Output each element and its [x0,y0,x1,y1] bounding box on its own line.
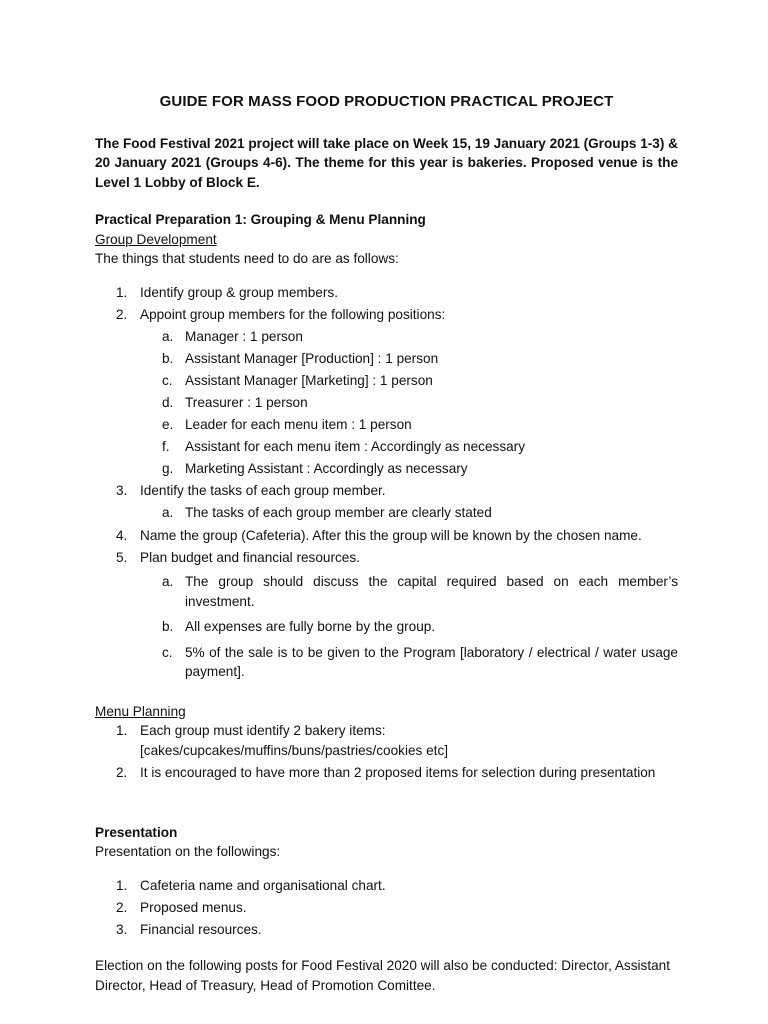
list-item [95,763,678,783]
sublist-item-text: Treasurer : 1 person [185,394,308,410]
group-development-list [95,283,678,325]
sublist-item-text: Assistant Manager [Marketing] : 1 person [185,372,433,388]
sublist-letter: a. [162,505,174,521]
list-item-text: Name the group (Cafeteria). After this the group will be known by the chosen name. [140,527,642,543]
list-number: 1. [116,284,128,300]
list-item [95,721,678,760]
sublist-letter: f. [162,439,170,455]
sublist-letter: a. [162,328,174,344]
sublist-item [95,503,678,523]
sublist-item-text: Leader for each menu item : 1 person [185,417,412,433]
sublist-item [95,327,678,347]
group-development-heading: Group Development [95,231,217,247]
sublist-item-text: Marketing Assistant : Accordingly as necessary [185,461,468,477]
list-number: 4. [116,527,128,543]
list-item-text: Cafeteria name and organisational chart. [140,877,386,893]
list-number: 2. [116,764,128,780]
list-item [95,876,678,896]
sublist-item-text: Assistant for each menu item : Accordingly as necessary [185,439,525,455]
list-item-text: Each group must identify 2 bakery items: [140,723,386,739]
list-item-text: It is encouraged to have more than 2 proposed items for selection during presentation [140,764,656,780]
presentation-heading: Presentation [95,824,178,840]
sublist-item [95,415,678,435]
menu-planning-list [95,721,678,782]
sublist-item [95,572,678,611]
list-item [95,481,678,501]
sublist-letter: c. [162,644,173,660]
list-item-text: Financial resources. [140,922,262,937]
sublist-item [95,643,678,682]
list-item [95,920,678,940]
list-number: 1. [116,877,128,893]
list-number: 1. [116,723,128,739]
sublist-item-text: 5% of the sale is to be given to the Program [laboratory / electrical / water usage payment]. [185,644,678,680]
list-item [95,526,678,546]
list-item-text: Proposed menus. [140,899,247,915]
list-item [95,283,678,303]
list-item [95,548,678,568]
budget-sublist [95,572,678,682]
document-title: GUIDE FOR MASS FOOD PRODUCTION PRACTICAL PROJECT [159,93,614,110]
group-development-intro: The things that students need to do are as follows: [95,251,399,266]
sublist-item-text: Manager : 1 person [185,328,303,344]
list-item-text: Identify group & group members. [140,284,338,300]
sublist-item [95,617,678,637]
list-item-text: Plan budget and financial resources. [140,549,360,565]
sublist-item [95,393,678,413]
sublist-letter: g. [162,461,174,477]
list-item-text: Appoint group members for the following positions: [140,306,446,322]
list-number: 5. [116,549,128,565]
list-item-text-continued: [cakes/cupcakes/muffins/buns/pastries/cookies etc] [140,742,449,758]
sublist-item [95,437,678,457]
sublist-item-text: Assistant Manager [Production] : 1 person [185,350,439,366]
presentation-intro: Presentation on the followings: [95,844,281,860]
sublist-letter: b. [162,619,174,635]
list-item [95,305,678,325]
tasks-sublist [95,503,678,523]
election-paragraph: Election on the following posts for Food Festival 2020 will also be conducted: Director, Assistant Director, Head of Treasury, Head of Promotion Comittee. [95,958,671,993]
sublist-letter: e. [162,417,174,433]
list-item-text: Identify the tasks of each group member. [140,483,386,499]
sublist-item [95,371,678,391]
list-number: 2. [116,899,128,915]
list-number: 3. [116,483,128,499]
intro-paragraph: The Food Festival 2021 project will take place on Week 15, 19 January 2021 (Groups 1-3) & 20 January 2021 (Groups 4-6). The theme for this year is bakeries. Proposed venue is the Level 1 Lobby of Block E. [95,135,678,190]
list-number: 2. [116,306,128,322]
sublist-letter: b. [162,350,174,366]
sublist-item-text: The group should discuss the capital required based on each member’s investment. [185,574,678,609]
sublist-item-text: All expenses are fully borne by the group. [185,619,436,635]
group-development-list-continued [95,481,678,501]
group-development-list-continued [95,526,678,568]
prep-heading: Practical Preparation 1: Grouping & Menu Planning [95,212,426,227]
presentation-list [95,876,678,940]
sublist-letter: a. [162,574,174,590]
sublist-item [95,349,678,369]
sublist-letter: c. [162,372,173,388]
list-item [95,898,678,918]
menu-planning-heading: Menu Planning [95,703,186,719]
sublist-item [95,459,678,479]
sublist-item-text: The tasks of each group member are clearly stated [185,505,492,521]
document-page [95,92,678,995]
list-number: 3. [116,922,128,937]
positions-sublist [95,327,678,479]
sublist-letter: d. [162,394,174,410]
